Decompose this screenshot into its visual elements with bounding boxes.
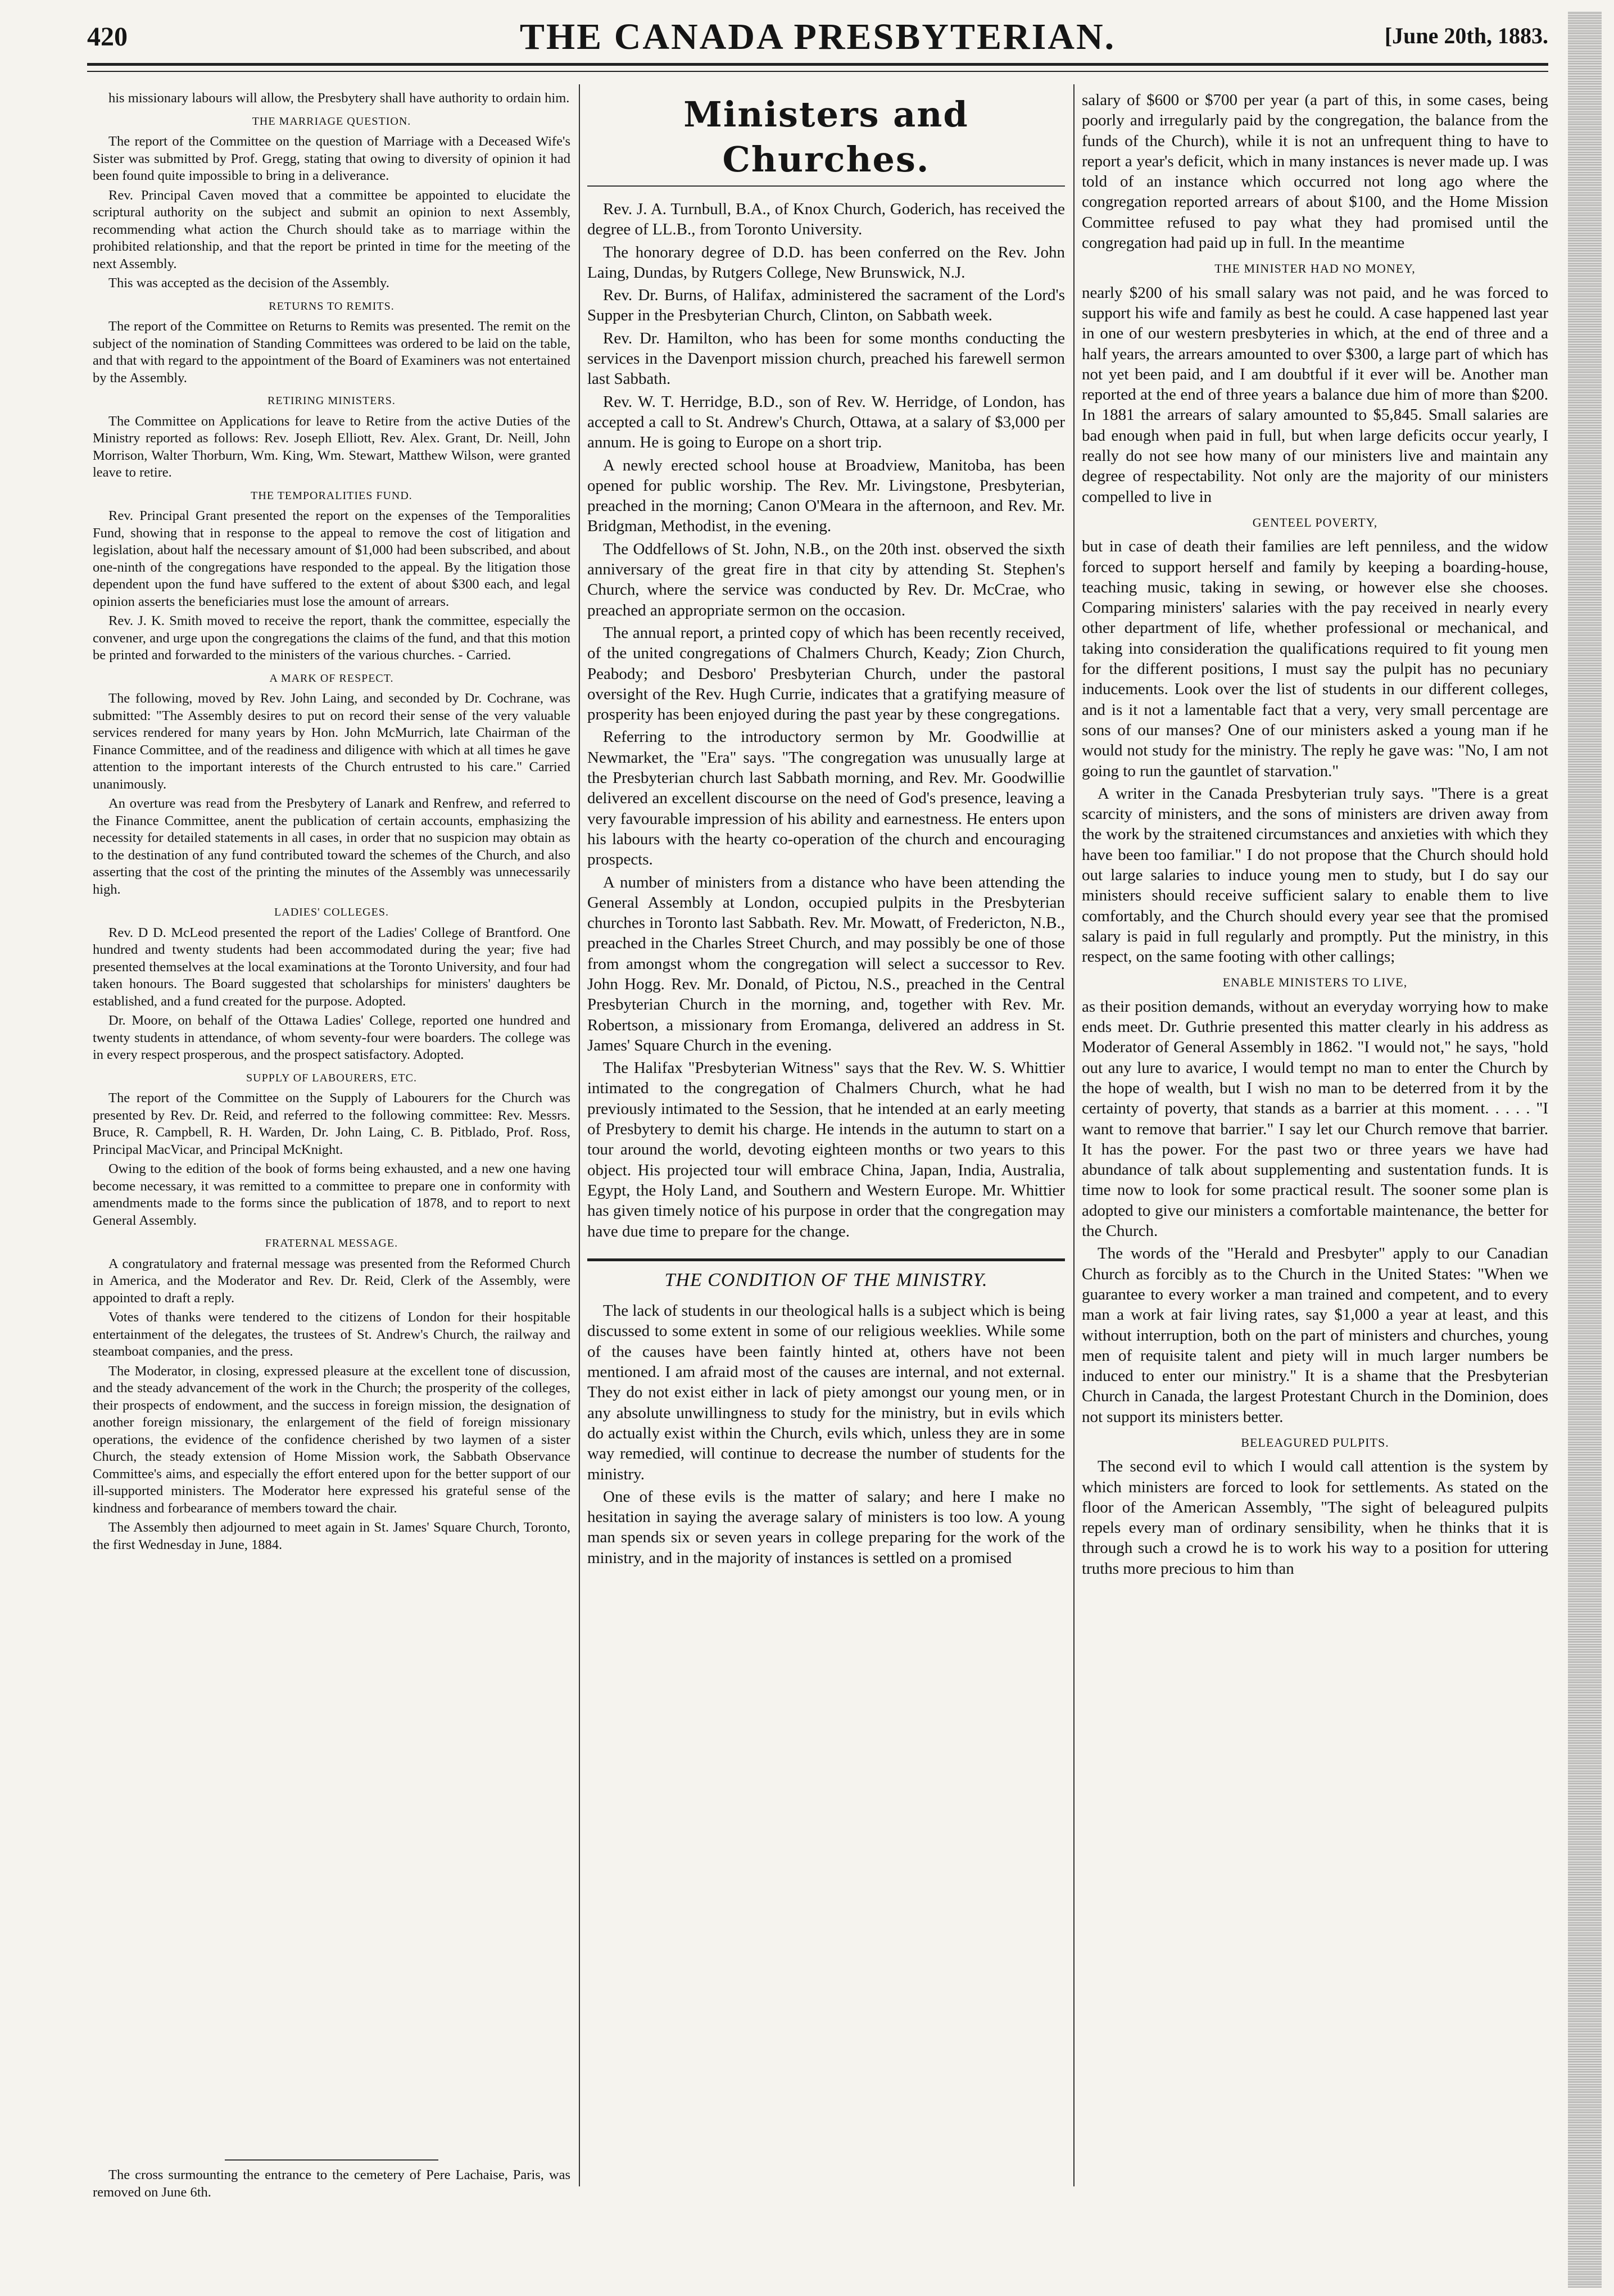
news-item: The annual report, a printed copy of which has been recently received, of the united congregations of Chalmers Church, Keady; Zion Church, Peabody; and Desboro' Presbyterian Church, under the pastoral oversight of the Rev. Hugh Currie, indicates that a gratifying measure of prosperity has been enjoyed during the past year by these congregations.	[587, 623, 1065, 724]
paragraph: Rev. Principal Caven moved that a committee be appointed to elucidate the scriptural authority on the subject and submit an opinion to next Assembly, recommending what action the Church should take as to marriage within the prohibited relationship, and that the report be printed in time for the meeting of the next Assembly.	[93, 187, 570, 271]
scan-edge	[1568, 11, 1602, 2288]
header-rule-thin	[87, 71, 1548, 72]
article-title: THE CONDITION OF THE MINISTRY.	[587, 1258, 1065, 1290]
subheading: RETIRING MINISTERS.	[268, 395, 396, 407]
paragraph: The second evil to which I would call attention is the system by which ministers are forced to look for settlements. As stated on the floor of the American Assembly, "The sight of beleagured pulpits repels every man of ordinary sensibility, when he thinks that it is through such a crowd he is to work his way to a position for uttering truths more precious to him than	[1082, 1457, 1548, 1578]
paragraph: The Moderator, in closing, expressed pleasure at the excellent tone of discussion, and the steady advancement of the work in the Church; the prosperity of the colleges, their prospects of endowment, and the success in foreign mission, the designation of another foreign missionary, the enlargement of the field of foreign missionary operations, the evidence of the confidence cherished by two laymen of a sister Church, the steady extension of Home Mission work, the Sabbath Observance Committee's aims, and especially the effort entered upon for the better support of our ill-supported ministers. The Moderator here expressed his grateful sense of the kindness and forbearance of members toward the chair.	[93, 1363, 570, 1516]
issue-date: [June 20th, 1883.	[1384, 23, 1548, 48]
subheading: A MARK OF RESPECT.	[269, 672, 394, 685]
news-item: The honorary degree of D.D. has been conferred on the Rev. John Laing, Dundas, by Rutgers College, New Brunswick, N.J.	[587, 243, 1065, 282]
paragraph: The lack of students in our theological halls is a subject which is being discussed to some extent in some of our religious weeklies. While some of the causes have been faintly hinted at, others have not been mentioned. I am afraid most of the causes are internal, and not external. They do not exist either in lack of piety amongst our young men, or in any absolute unwillingness to study for the ministry, but in evils which do actually exist within the Church, evils which, unless they are in some way remedied, will continue to decrease the number of students for the ministry.	[587, 1302, 1065, 1483]
paragraph: The report of the Committee on the question of Marriage with a Deceased Wife's Sister was submitted by Prof. Gregg, stating that owing to diversity of opinion it had been found quite impossible to bring in a deliverance.	[93, 134, 570, 183]
column-divider	[579, 84, 580, 2186]
paragraph: but in case of death their families are left penniless, and the widow forced to support herself and family by keeping a boarding-house, teaching music, taking in sewing, or however else she chooses. Comparing ministers' salaries with the pay received in nearly every other department of life, whether professional or mechanical, and taking into consideration the qualifications required to fit young men for the different positions, I must say the pulpit has no pecuniary inducements. Look over the list of students in our different colleges, and is it not a lamentable fact that a very, very small percentage are sons of our manses? One of our ministers asked a young man if he would not study for the ministry. The reply he gave was: "No, I am not going to run the gauntlet of starvation."	[1082, 537, 1548, 780]
paragraph: salary of $600 or $700 per year (a part of this, in some cases, being poorly and irregularly paid by the congregation, the balance from the funds of the Church), while it is not an unfrequent thing to have to report a year's deficit, which in many instances is never made up. I was told of an instance which occurred not long ago where the congregation reported arrears of about $100, and the Home Mission Committee refused to pay what they had promised until the congregation had paid up in full. In the meantime	[1082, 91, 1548, 252]
news-item: The Halifax "Presbyterian Witness" says that the Rev. W. S. Whittier intimated to the congregation of Chalmers Church, what he had previously intimated to the Session, that he intended at an early meeting of Presbytery to demit his charge. He intends in the autumn to start on a tour around the world, devoting eighteen months or two years to this object. His projected tour will embrace China, Japan, India, Australia, Egypt, the Holy Land, and Southern and Western Europe. Mr. Whittier has given timely notice of his purpose in order that the congregation may have due time to prepare for the change.	[587, 1059, 1065, 1240]
paragraph: The report of the Committee on the Supply of Labourers for the Church was presented by Rev. Dr. Reid, and referred to the following committee: Rev. Messrs. Bruce, R. Campbell, R. H. Warden, Dr. John Laing, C. B. Pitblado, Prof. Ross, Principal MacVicar, and Principal McKnight.	[93, 1090, 570, 1157]
paragraph: This was accepted as the decision of the Assembly.	[108, 275, 389, 291]
news-note	[93, 2167, 570, 2201]
paragraph: Rev. Principal Grant presented the report on the expenses of the Temporalities Fund, showing that in response to the appeal to remove the cost of litigation and legislation, about half the necessary amount of $1,000 had been subscribed, and about one-ninth of the congregations have responded to the appeal. By the litigation those dependent upon the fund have suffered to the extent of about $300 each, and legal opinion asserts the beneficiaries must lose the amount of arrears.	[93, 508, 570, 609]
column-divider	[1073, 84, 1075, 2186]
news-item: A newly erected school house at Broadview, Manitoba, has been opened for public worship. The Rev. Mr. Livingstone, Presbyterian, preached in the morning; Canon O'Meara in the afternoon, and Rev. Mr. Bridgman, Methodist, in the evening.	[587, 456, 1065, 536]
paragraph: The Assembly then adjourned to meet again in St. James' Square Church, Toronto, the first Wednesday in June, 1884.	[93, 1520, 570, 1552]
paragraph: nearly $200 of his small salary was not paid, and he was forced to support his wife and family as best he could. A case happened last year in one of our western presbyteries in which, at the end of three and a half years, the arrears amounted to over $300, a large part of which has not yet been paid, and I am doubtful if it ever will be. Another man reported at the end of three years a balance due him of more than $200. In 1881 the arrears of salary amounted to $5,845. Small salaries are bad enough when paid in full, but when large deficits occur yearly, I really do not see how many of our ministers live and maintain any degree of respectability. Not only are the majority of our ministers compelled to live in	[1082, 283, 1548, 506]
paragraph: The words of the "Herald and Presbyter" apply to our Canadian Church as forcibly as to the Church in the United States: "When we guarantee to every worker a man trained and competent, and to every man a work at fair living rates, say $1,000 a year at least, and this without interruption, both on the part of ministers and churches, young men of requisite talent and piety will in much larger numbers be induced to enter our ministry." It is a shame that the Presbyterian Church in Canada, the largest Protestant Church in the Dominion, does not support its ministers better.	[1082, 1244, 1548, 1426]
news-item: Rev. W. T. Herridge, B.D., son of Rev. W. Herridge, of London, has accepted a call to St. Andrew's Church, Ottawa, at a salary of $3,000 per annum. He is going to Europe on a short trip.	[587, 392, 1065, 452]
column-1	[93, 90, 570, 2141]
subheading: THE MARRIAGE QUESTION.	[252, 115, 411, 128]
news-item: The Oddfellows of St. John, N.B., on the 20th inst. observed the sixth anniversary of the great fire in that city by attending St. Stephen's Church, where the service was conducted by Rev. Dr. McCrae, who preached an appropriate sermon on the occasion.	[587, 540, 1065, 619]
column-2	[587, 90, 1065, 2186]
paragraph: A congratulatory and fraternal message was presented from the Reformed Church in America, and the Moderator and Rev. Dr. Reid, Clerk of the Assembly, were appointed to draft a reply.	[93, 1256, 570, 1306]
paragraph: The report of the Committee on Returns to Remits was presented. The remit on the subject of the nomination of Standing Committees was ordered to be laid on the table, and that with regard to the appointment of the Board of Examiners was not entertained by the Assembly.	[93, 319, 570, 386]
paragraph: An overture was read from the Presbytery of Lanark and Renfrew, and referred to the Finance Committee, anent the publication of certain accounts, emphasizing the necessity for detailed statements in all cases, in order that no suspicion may obtain as to the destination of any fund contributed toward the schemes of the Church, and also asserting that the cost of the printing the minutes of the Assembly was unnecessarily high.	[93, 796, 570, 897]
news-item: Rev. Dr. Hamilton, who has been for some months conducting the services in the Davenport mission church, preached his farewell sermon last Sabbath.	[587, 329, 1065, 388]
subheading: THE MINISTER HAD NO MONEY,	[1214, 261, 1416, 276]
news-item: Referring to the introductory sermon by Mr. Goodwillie at Newmarket, the "Era" says. "The congregation was unusually large at the Presbyterian church last Sabbath morning, and Rev. Mr. Goodwillie delivered an excellent discourse on the need of God's presence, leaving a very favourable impression of his ability and earnestness. He enters upon his labours with the hearty co-operation of the church and encouraging prospects.	[587, 728, 1065, 869]
paragraph: Votes of thanks were tendered to the citizens of London for their hospitable entertainment of the delegates, the trustees of St. Andrew's Church, the railway and steamboat companies, and the press.	[93, 1310, 570, 1359]
paragraph: One of these evils is the matter of salary; and here I make no hesitation in saying the average salary of ministers is too low. A young man spends six or seven years in college preparing for the work of the ministry, and in the majority of instances is settled on a promised	[587, 1487, 1065, 1567]
paragraph: A writer in the Canada Presbyterian truly says. "There is a great scarcity of ministers, and the sons of ministers are driven away from the work by the straitened circumstances and anxieties with which they have been too familiar." I do not propose that the Church should hold out large salaries to induce young men to study, but I do say our ministers should receive sufficient salary to enable them to live comfortably, and the Church should every year see that the promised salary is paid in full regularly and promptly. Put the ministry, in this respect, on the same footing with other callings;	[1082, 784, 1548, 966]
section-title: Ministers and Churches.	[587, 92, 1065, 187]
subheading: LADIES' COLLEGES.	[274, 906, 389, 918]
subheading: GENTEEL POVERTY,	[1252, 515, 1378, 529]
subheading: FRATERNAL MESSAGE.	[265, 1237, 398, 1249]
news-item: Rev. J. A. Turnbull, B.A., of Knox Church, Goderich, has received the degree of LL.B., from Toronto University.	[587, 200, 1065, 239]
subheading: THE TEMPORALITIES FUND.	[251, 489, 412, 502]
paragraph: as their position demands, without an everyday worrying how to make ends meet. Dr. Guthrie presented this matter clearly in his address as Moderator of General Assembly in 1862. "I would not," he says, "hold out any lure to avarice, I would tempt no man to enter the Church by the hope of wealth, but I wish no man to be deterred from it by the certainty of poverty, that stands as a barrier at this moment. . . . . "I want to remove that barrier." I say let our Church remove that barrier. It has the power. For the past two or three years we have had abundance of talk about supplementing and sustentation funds. It is time now to look for some practical result. The sooner some plan is adopted to give our ministers a comfortable maintenance, the better for the Church.	[1082, 997, 1548, 1240]
news-item: Rev. Dr. Burns, of Halifax, administered the sacrament of the Lord's Supper in the Presbyterian Church, Clinton, on Sabbath week.	[587, 286, 1065, 325]
page-number: 420	[87, 22, 128, 52]
newspaper-title: THE CANADA PRESBYTERIAN.	[519, 16, 1116, 57]
header-rule-thick	[87, 63, 1548, 66]
subheading: BELEAGURED PULPITS.	[1241, 1435, 1389, 1450]
subheading: SUPPLY OF LABOURERS, ETC.	[246, 1071, 417, 1084]
masthead	[87, 11, 1548, 62]
paragraph: Rev. D D. McLeod presented the report of the Ladies' College of Brantford. One hundred and twenty students had been accommodated during the year; five had presented themselves at the local examinations at the Toronto University, and four had taken honours. The Board suggested that scholarships for ministers' daughters be established, and a fund created for the purpose. Adopted.	[93, 925, 570, 1009]
news-item: A number of ministers from a distance who have been attending the General Assembly at London, occupied pulpits in the Presbyterian churches in Toronto last Sabbath. Rev. Mr. Mowatt, of Fredericton, N.B., preached in the Charles Street Church, and may possibly be one of those from amongst whom the congregation will select a successor to Rev. John Hogg. Rev. Mr. Donald, of Pictou, N.S., preached in the Central Presbyterian Church in the morning, and, together with Rev. Mr. Robertson, a missionary from Eromanga, delivered an address in St. James' Square Church in the evening.	[587, 873, 1065, 1054]
paragraph: Dr. Moore, on behalf of the Ottawa Ladies' College, reported one hundred and twenty students in attendance, of whom seventy-four were boarders. The college was in every respect prosperous, and the prospect satisfactory. Adopted.	[93, 1013, 570, 1062]
section-end-rule	[225, 2159, 438, 2161]
paragraph: Rev. J. K. Smith moved to receive the report, thank the committee, especially the convener, and urge upon the congregations the claims of the fund, and that this motion be printed and forwarded to the ministers of the various churches. - Carried.	[93, 613, 570, 663]
paragraph: his missionary labours will allow, the Presbytery shall have authority to ordain him.	[108, 90, 570, 106]
subheading: RETURNS TO REMITS.	[269, 300, 395, 313]
paragraph: The Committee on Applications for leave to Retire from the active Duties of the Ministry reported as follows: Rev. Joseph Elliott, Rev. Alex. Grant, Dr. Neill, John Morrison, Walter Thorburn, Wm. King, Wm. Stewart, Matthew Wilson, were granted leave to retire.	[93, 413, 570, 480]
column-3	[1082, 90, 1548, 2186]
paragraph: The following, moved by Rev. John Laing, and seconded by Dr. Cochrane, was submitted: "The Assembly desires to put on record their sense of the very valuable services rendered for many years by Hon. John McMurrich, late Chairman of the Finance Committee, and of the readiness and diligence with which at all times he gave attention to the important interests of the Church entrusted to his care." Carried unanimously.	[93, 691, 570, 792]
paragraph: Owing to the edition of the book of forms being exhausted, and a new one having become necessary, it was remitted to a committee to prepare one in conformity with amendments made to the forms since the publication of 1878, and to report to next General Assembly.	[93, 1161, 570, 1228]
subheading: ENABLE MINISTERS TO LIVE,	[1222, 975, 1408, 990]
paragraph: The cross surmounting the entrance to the cemetery of Pere Lachaise, Paris, was removed on June 6th.	[93, 2167, 570, 2200]
